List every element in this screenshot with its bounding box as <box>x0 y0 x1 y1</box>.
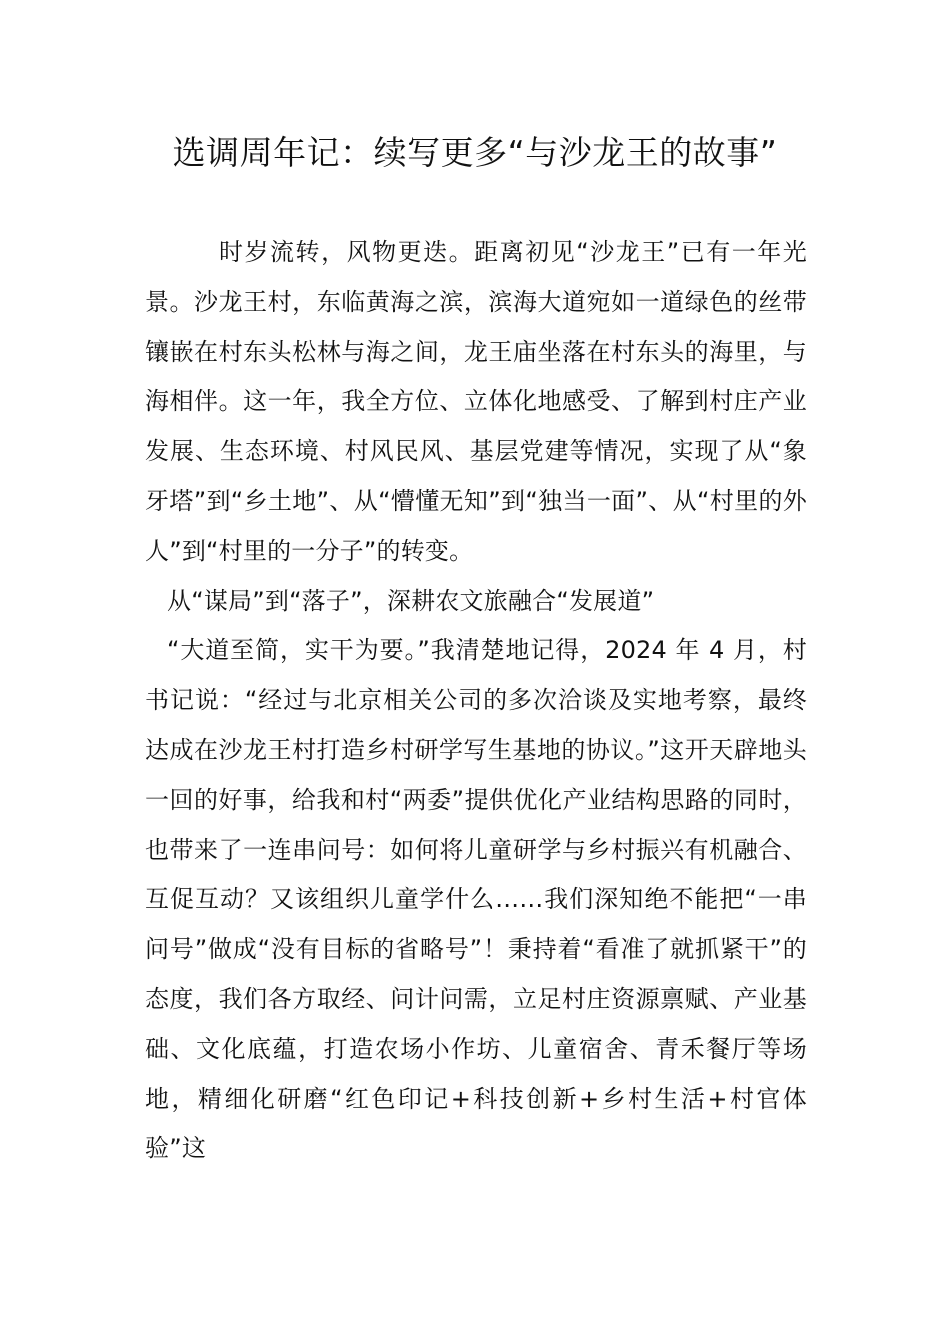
section-heading: 从“谋局”到“落子”，深耕农文旅融合“发展道” <box>167 586 655 615</box>
paragraph-main: “大道至简，实干为要。”我清楚地记得，2024 年 4 月，村书记说：“经过与北京相关公司的多次洽谈及实地考察，最终达成在沙龙王村打造乡村研学写生基地的协议。”这开天辟地头一回的好事，给我和村“两委”提供优化产业结构思路的同时，也带来了一连串问号：如何将儿童研学与乡村振兴有机融合、互促互动？又该组织儿童学什么……我们深知绝不能把“一串问号”做成“没有目标的省略号”！秉持着“看准了就抓紧干”的态度，我们各方取经、问计问需，立足村庄资源禀赋、产业基础、文化底蕴，打造农场小作坊、儿童宿舍、青禾餐厅等场地，精细化研磨“红色印记+科技创新+乡村生活+村官体验”这 <box>145 636 807 1163</box>
document-title: 选调周年记：续写更多“与沙龙王的故事” <box>172 133 778 172</box>
document-body <box>145 228 807 1174</box>
paragraph-intro: 时岁流转，风物更迭。距离初见“沙龙王”已有一年光景。沙龙王村，东临黄海之滨，滨海大道宛如一道绿色的丝带镶嵌在村东头松林与海之间，龙王庙坐落在村东头的海里，与海相伴。这一年，我全方位、立体化地感受、了解到村庄产业发展、生态环境、村风民风、基层党建等情况，实现了从“象牙塔”到“乡土地”、从“懵懂无知”到“独当一面”、从“村里的外人”到“村里的一分子”的转变。 <box>145 238 807 565</box>
